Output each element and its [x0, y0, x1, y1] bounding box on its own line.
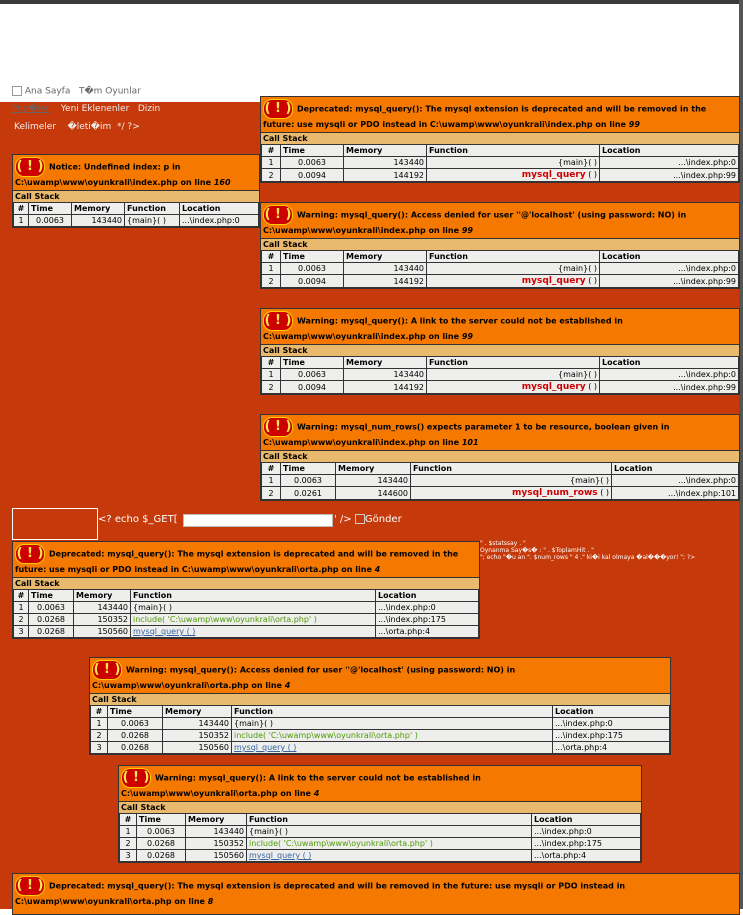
call-stack-label: Call Stack	[261, 450, 739, 462]
nav-words-link[interactable]: Kelimeler	[14, 122, 57, 132]
error-message: ( ! ) Deprecated: mysql_query(): The mysql extension is deprecated and will be removed in the future: use mysqli or PDO instead in C:\uwamp\www\oyunkrali\orta.php on line 4	[15, 546, 459, 574]
call-stack-table: # Time Memory Function Location 1 0.0063 143440 {main}( ) ...\index.php:0 2 0.0094 144192 mysql_query ( ) ...\index.php:99	[261, 356, 739, 394]
call-stack-table: # Time Memory Function Location 1 0.0063 143440 {main}( ) ...\index.php:0 2 0.0268 150352 include( 'C:\uwamp\www\oyunkrali\orta.php' ) ...\index.php:175 3 0.0268 150560 mysql_query ( ) ...\orta.php:4	[13, 589, 479, 638]
xdebug-error-deprecated-orta	[12, 541, 480, 639]
function-link[interactable]: mysql_query	[521, 170, 586, 180]
error-icon: ( ! )	[263, 417, 293, 437]
call-stack-table: # Time Memory Function Location 1 0.0063 143440 {main}( ) ...\index.php:0 2 0.0094 144192 mysql_query ( ) ...\index.php:99	[261, 250, 739, 288]
nav-row-3	[14, 122, 140, 132]
form-row	[98, 514, 178, 525]
table-row: 3 0.0268 150560 mysql_query ( ) ...\orta.php:4	[14, 626, 479, 638]
call-stack-table: # Time Memory Function Location 1 0.0063 143440 {main}( ) ...\index.php:0 2 0.0094 144192 mysql_query ( ) ...\index.php:99	[261, 144, 739, 182]
call-stack-label: Call Stack	[119, 801, 641, 813]
call-stack-label: Call Stack	[261, 132, 739, 144]
error-icon: ( ! )	[263, 205, 293, 225]
error-message: ( ! ) Notice: Undefined index: p in C:\uwamp\www\oyunkrali\index.php on line 160	[15, 159, 231, 187]
error-message: ( ! ) Warning: mysql_query(): A link to the server could not be established in C:\uwamp\www\oyunkrali\orta.php on line 4	[121, 770, 481, 798]
table-row: 1 0.0063 143440 {main}( ) ...\index.php:0	[262, 369, 739, 381]
php-comment-tail: */ ?>	[117, 122, 140, 132]
nav-all-games-link[interactable]: T�m Oyunlar	[78, 86, 141, 97]
nav-index-link[interactable]: Dizin	[137, 104, 161, 114]
echo-source-text: <? echo $_GET[	[98, 514, 178, 525]
call-stack-table: # Time Memory Function Location 1 0.0063 143440 {main}( ) ...\index.php:0 2 0.0268 150352 include( 'C:\uwamp\www\oyunkrali\orta.php' ) ...\index.php:175 3 0.0268 150560 mysql_query ( ) ...\orta.php:4	[119, 813, 641, 862]
table-row: 1 0.0063 143440 {main}( ) ...\index.php:0	[120, 826, 641, 838]
xdebug-warning-link-orta	[118, 765, 642, 863]
broken-image	[12, 508, 98, 540]
call-stack-table: # Time Memory Function Location 1 0.0063 143440 {main}( ) ...\index.php:0 2 0.0268 150352 include( 'C:\uwamp\www\oyunkrali\orta.php' ) ...\index.php:175 3 0.0268 150560 mysql_query ( ) ...\orta.php:4	[90, 705, 670, 754]
function-link[interactable]: mysql_num_rows	[512, 488, 598, 498]
error-icon: ( ! )	[15, 157, 45, 177]
table-row: 2 0.0268 150352 include( 'C:\uwamp\www\oyunkrali\orta.php' ) ...\index.php:175	[91, 730, 670, 742]
error-icon: ( ! )	[15, 544, 45, 564]
call-stack-label: Call Stack	[261, 238, 739, 250]
function-link[interactable]: mysql_query ( )	[249, 851, 312, 860]
xdebug-error-deprecated-index	[260, 96, 740, 183]
xdebug-warning-access-denied-index	[260, 202, 740, 289]
xdebug-warning-access-denied-orta	[89, 657, 671, 755]
table-row: 1 0.0063 143440 {main}( ) ...\index.php:0	[262, 157, 739, 169]
table-row: 1 0.0063 143440 {main}( ) ...\index.php:0	[14, 602, 479, 614]
broken-image-icon	[12, 86, 22, 96]
xdebug-warning-link-index	[260, 308, 740, 395]
nav-row-2	[12, 104, 160, 114]
xdebug-warning-num-rows	[260, 414, 740, 501]
error-message: ( ! ) Warning: mysql_num_rows() expects parameter 1 to be resource, boolean given in C:\uwamp\www\oyunkrali\index.php on line 101	[263, 419, 670, 447]
table-row: 2 0.0094 144192 mysql_query ( ) ...\index.php:99	[262, 381, 739, 394]
nav-new-link[interactable]: Yeni Eklenenler	[60, 104, 130, 114]
error-icon: ( ! )	[92, 660, 122, 680]
nav-contact-link[interactable]: �leti�im	[67, 122, 112, 132]
error-icon: ( ! )	[263, 99, 293, 119]
error-icon: ( ! )	[15, 876, 45, 896]
nav-popular-link[interactable]: Pop�ler	[12, 104, 50, 114]
function-link[interactable]: mysql_query	[521, 382, 586, 392]
error-message: ( ! ) Warning: mysql_query(): Access denied for user ''@'localhost' (using password: NO) in C:\uwamp\www\oyunkrali\orta.php on line 4	[92, 662, 516, 690]
search-input[interactable]	[183, 514, 333, 527]
table-row: 1 0.0063 143440 {main}( ) ...\index.php:0	[14, 215, 259, 227]
function-link[interactable]: mysql_query	[521, 276, 586, 286]
error-message: ( ! ) Warning: mysql_query(): Access denied for user ''@'localhost' (using password: NO) in C:\uwamp\www\oyunkrali\index.php on line 99	[263, 207, 687, 235]
nav-home-link[interactable]: Ana Sayfa	[24, 86, 71, 97]
call-stack-label: Call Stack	[13, 577, 479, 589]
submit-image-icon[interactable]	[355, 514, 365, 524]
table-row: 1 0.0063 143440 {main}( ) ...\index.php:0	[262, 475, 739, 487]
form-source-tail: ' />	[334, 514, 352, 525]
call-stack-label: Call Stack	[13, 190, 259, 202]
table-row: 2 0.0094 144192 mysql_query ( ) ...\index.php:99	[262, 275, 739, 288]
table-row: 2 0.0268 150352 include( 'C:\uwamp\www\oyunkrali\orta.php' ) ...\index.php:175	[14, 614, 479, 626]
error-icon: ( ! )	[263, 311, 293, 331]
error-message: ( ! ) Warning: mysql_query(): A link to the server could not be established in C:\uwamp\www\oyunkrali\index.php on line 99	[263, 313, 623, 341]
error-icon: ( ! )	[121, 768, 151, 788]
table-row: 3 0.0268 150560 mysql_query ( ) ...\orta.php:4	[120, 850, 641, 862]
submit-button[interactable]: Gönder	[364, 514, 402, 525]
form-tail	[334, 514, 402, 525]
error-message: ( ! ) Deprecated: mysql_query(): The mysql extension is deprecated and will be removed in the future: use mysqli or PDO instead in C:\uwamp\www\oyunkrali\index.php on line 99	[263, 101, 707, 129]
table-row: 2 0.0094 144192 mysql_query ( ) ...\index.php:99	[262, 169, 739, 182]
xdebug-notice-undefined-index	[12, 154, 260, 228]
nav-row-1	[12, 86, 141, 97]
header-area	[0, 4, 739, 84]
call-stack-table: # Time Memory Function Location 1 0.0063 143440 {main}( ) ...\index.php:0	[13, 202, 259, 227]
php-source-leak: " . $statssay . " Oynanma Say�s� : " . $ToplamHit . " "; echo "�u an ". $num_rows " 4 ." ki�i kal olmaya �al���yor! "; ?>	[480, 540, 696, 561]
call-stack-label: Call Stack	[261, 344, 739, 356]
table-row: 2 0.0268 150352 include( 'C:\uwamp\www\oyunkrali\orta.php' ) ...\index.php:175	[120, 838, 641, 850]
function-link[interactable]: mysql_query ( )	[234, 743, 297, 752]
call-stack-label: Call Stack	[90, 693, 670, 705]
table-row: 1 0.0063 143440 {main}( ) ...\index.php:0	[262, 263, 739, 275]
table-row: 3 0.0268 150560 mysql_query ( ) ...\orta.php:4	[91, 742, 670, 754]
table-row: 2 0.0261 144600 mysql_num_rows ( ) ...\index.php:101	[262, 487, 739, 500]
function-link[interactable]: mysql_query ( )	[133, 627, 196, 636]
table-row: 1 0.0063 143440 {main}( ) ...\index.php:0	[91, 718, 670, 730]
error-message: ( ! ) Deprecated: mysql_query(): The mysql extension is deprecated and will be removed in the future: use mysqli or PDO instead in C:\uwamp\www\oyunkrali\orta.php on line 8	[15, 878, 626, 906]
call-stack-table: # Time Memory Function Location 1 0.0063 143440 {main}( ) ...\index.php:0 2 0.0261 144600 mysql_num_rows ( ) ...\index.php:101	[261, 462, 739, 500]
